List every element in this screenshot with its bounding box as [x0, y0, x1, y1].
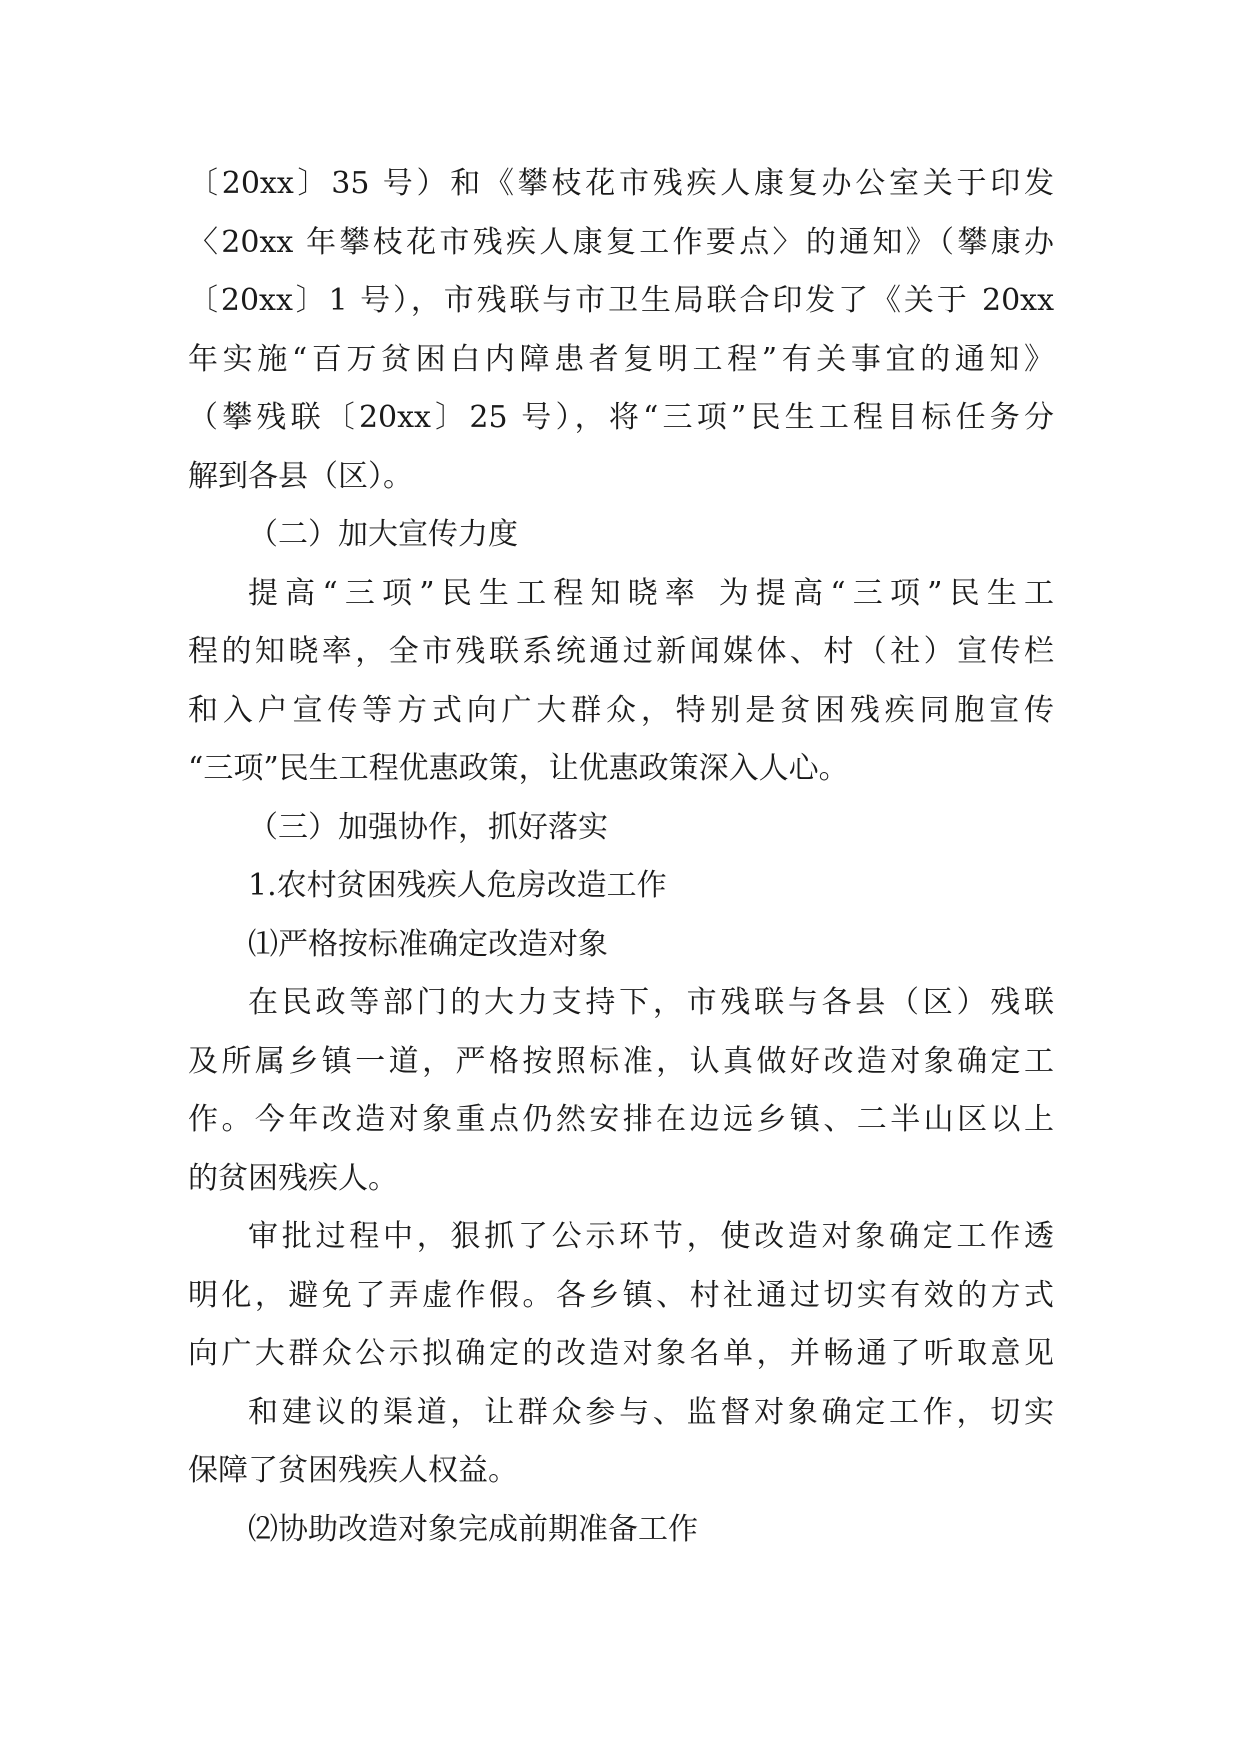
text-line: 1.农村贫困残疾人危房改造工作 [248, 868, 667, 903]
text-line: 〔20xx〕1 号），市残联与市卫生局联合印发了《关于 20xx [188, 283, 1054, 318]
text-line: 明化，避免了弄虚作假。各乡镇、村社通过切实有效的方式 [188, 1277, 1054, 1313]
text-line: 程的知晓率，全市残联系统通过新闻媒体、村（社）宣传栏 [188, 634, 1054, 669]
text-line: 保障了贫困残疾人权益。 [188, 1453, 518, 1488]
document-body [188, 155, 1054, 1559]
text-line: 〈20xx 年攀枝花市残疾人康复工作要点〉的通知》（攀康办 [188, 224, 1054, 260]
text-line: ⑴严格按标准确定改造对象 [248, 926, 608, 962]
text-line: （攀残联〔20xx〕25 号），将“三项”民生工程目标任务分 [188, 400, 1054, 435]
text-line: 及所属乡镇一道，严格按照标准，认真做好改造对象确定工 [188, 1043, 1054, 1079]
text-line: 〔20xx〕35 号）和《攀枝花市残疾人康复办公室关于印发 [188, 166, 1054, 201]
text-line: “三项”民生工程优惠政策，让优惠政策深入人心。 [188, 751, 849, 786]
text-line: 年实施“百万贫困白内障患者复明工程”有关事宜的通知》 [188, 341, 1054, 377]
text-line: 作。今年改造对象重点仍然安排在边远乡镇、二半山区以上 [188, 1102, 1054, 1137]
text-line: 和入户宣传等方式向广大群众，特别是贫困残疾同胞宣传 [188, 692, 1054, 728]
text-line: 审批过程中，狠抓了公示环节，使改造对象确定工作透 [248, 1219, 1054, 1254]
text-line: 向广大群众公示拟确定的改造对象名单，并畅通了听取意见 [188, 1336, 1054, 1371]
text-line: 的贫困残疾人。 [188, 1160, 398, 1196]
text-line: 解到各县（区）。 [188, 458, 413, 494]
text-line: 在民政等部门的大力支持下，市残联与各县（区）残联 [248, 985, 1054, 1020]
text-line: （三）加强协作，抓好落实 [248, 809, 608, 845]
text-line: 提高“三项”民生工程知晓率 为提高“三项”民生工 [248, 575, 1054, 611]
text-line: ⑵协助改造对象完成前期准备工作 [248, 1511, 698, 1547]
text-line: （二）加大宣传力度 [248, 517, 518, 552]
text-line: 和建议的渠道，让群众参与、监督对象确定工作，切实 [248, 1394, 1054, 1430]
